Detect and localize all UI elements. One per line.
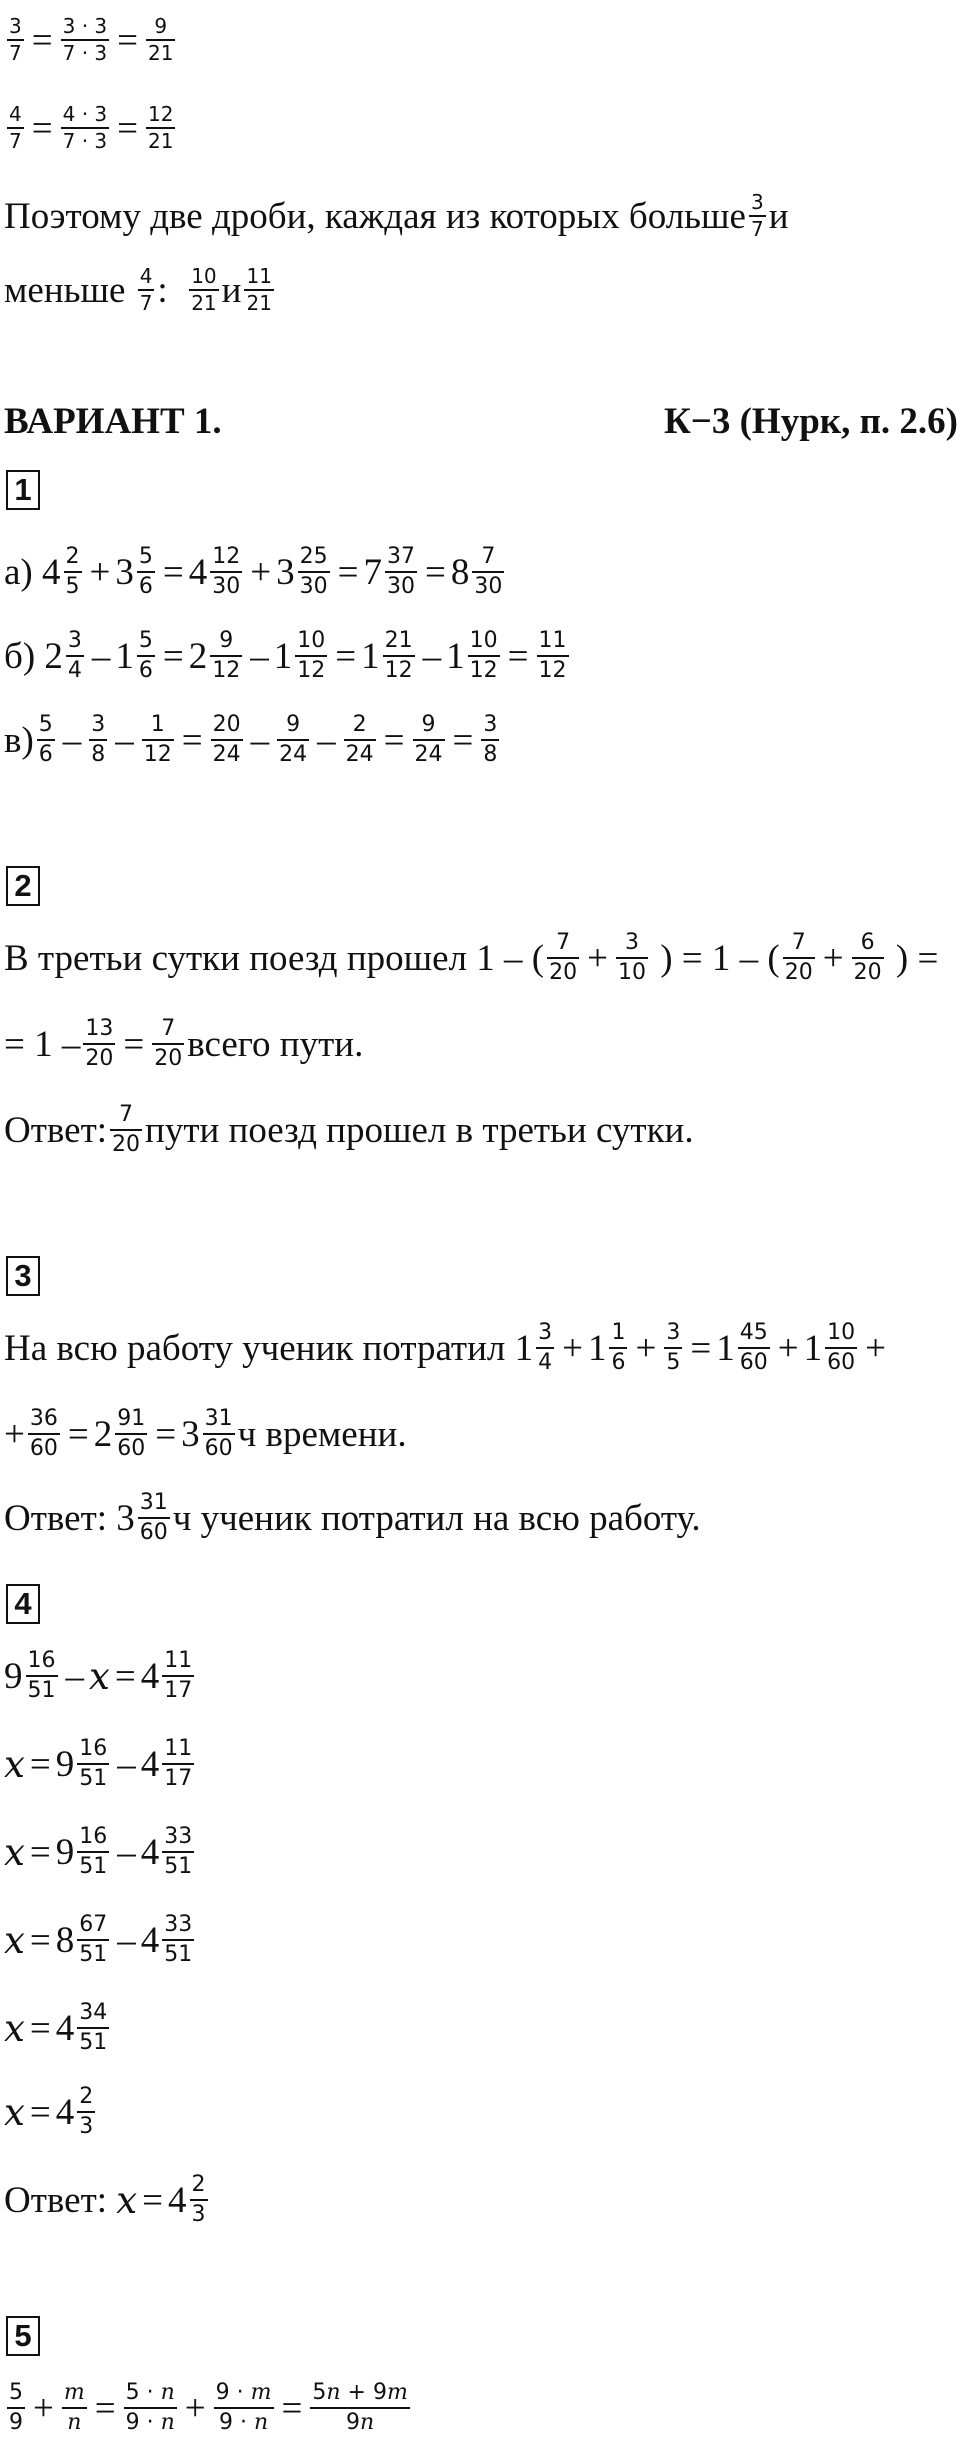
- task-4-answer: Ответ: x = 4 $\frac{2}{3}$: [4, 2172, 206, 2227]
- task-5-equation: $\frac{5}{9}$ + $\frac{m}{n}$ = $\frac{5 \cdot n}{9 \cdot n}$ + $\frac{9 \cdot m}{9 \cdot n}$ = $\frac{5n + 9m}{9n}$: [9, 2380, 408, 2435]
- task-4-step-6: x = 4 $\frac{2}{3}$: [4, 2084, 94, 2139]
- task-2-line-2: = 1 – $\frac{13}{20}$ = $\frac{7}{20}$ всего пути.: [4, 1016, 364, 1071]
- intro-eq-1: $\frac{3}{7}$ = $\frac{3 \cdot 3}{7 \cdot 3}$ = $\frac{9}{21}$: [9, 14, 174, 65]
- reference-title: К−3 (Нурк, п. 2.6): [663, 401, 958, 442]
- task-3-number: 3: [6, 1256, 40, 1296]
- task-1-number: 1: [6, 470, 40, 510]
- task-4-number: 4: [6, 1584, 40, 1624]
- task-2-answer: Ответ: $\frac{7}{20}$ пути поезд прошел в третьи сутки.: [4, 1102, 694, 1157]
- task-4-step-4: x = 8 $\frac{67}{51}$ – 4 $\frac{33}{51}$: [4, 1912, 193, 1967]
- task-1-b: б) 2 $\frac{3}{4}$ – 1 $\frac{5}{6}$ = 2 $\frac{9}{12}$ – 1 $\frac{10}{12}$ = 1 $\frac{21}{12}$ – 1 $\frac{10}{12}$ = $\frac{11}{12}$: [4, 628, 567, 683]
- task-5-number: 5: [6, 2316, 40, 2356]
- task-4-step-5: x = 4 $\frac{34}{51}$: [4, 2000, 108, 2055]
- task-3-answer: Ответ: 3 $\frac{31}{60}$ ч ученик потратил на всю работу.: [4, 1490, 701, 1545]
- task-1-a: а) 4 $\frac{2}{5}$ + 3 $\frac{5}{6}$ = 4 $\frac{12}{30}$ + 3 $\frac{25}{30}$ = 7 $\frac{37}{30}$ = 8 $\frac{7}{30}$: [4, 544, 503, 599]
- variant-title: ВАРИАНТ 1.: [4, 401, 222, 442]
- task-2-number: 2: [6, 866, 40, 906]
- task-4-step-3: x = 9 $\frac{16}{51}$ – 4 $\frac{33}{51}$: [4, 1824, 193, 1879]
- task-1-c: в) $\frac{5}{6}$ – $\frac{3}{8}$ – $\frac{1}{12}$ = $\frac{20}{24}$ – $\frac{9}{24}$ – $\frac{2}{24}$ = $\frac{9}{24}$ = $\frac{3}{8}$: [4, 712, 498, 767]
- task-3-line-1: На всю работу ученик потратил 1 $\frac{3}{4}$ + 1 $\frac{1}{6}$ + $\frac{3}{5}$ = 1 $\frac{45}{60}$ + 1 $\frac{10}{60}$ +: [4, 1320, 886, 1375]
- task-2-line-1: В третьи сутки поезд прошел 1 – ( $\frac{7}{20}$ + $\frac{3}{10}$ ) = 1 – ( $\frac{7}{20}$ + $\frac{6}{20}$ ) =: [4, 930, 939, 985]
- intro-eq-2: $\frac{4}{7}$ = $\frac{4 \cdot 3}{7 \cdot 3}$ = $\frac{12}{21}$: [9, 102, 174, 153]
- task-3-line-2: + $\frac{36}{60}$ = 2 $\frac{91}{60}$ = 3 $\frac{31}{60}$ ч времени.: [4, 1406, 407, 1461]
- intro-text-1: Поэтому две дроби, каждая из которых больше $\frac{3}{7}$ и: [4, 190, 789, 241]
- task-4-step-2: x = 9 $\frac{16}{51}$ – 4 $\frac{11}{17}$: [4, 1736, 193, 1791]
- task-4-step-1: 9 $\frac{16}{51}$ – x = 4 $\frac{11}{17}$: [4, 1648, 193, 1703]
- intro-text-2: меньше $\frac{4}{7}$ : $\frac{10}{21}$ и $\frac{11}{21}$: [4, 264, 272, 315]
